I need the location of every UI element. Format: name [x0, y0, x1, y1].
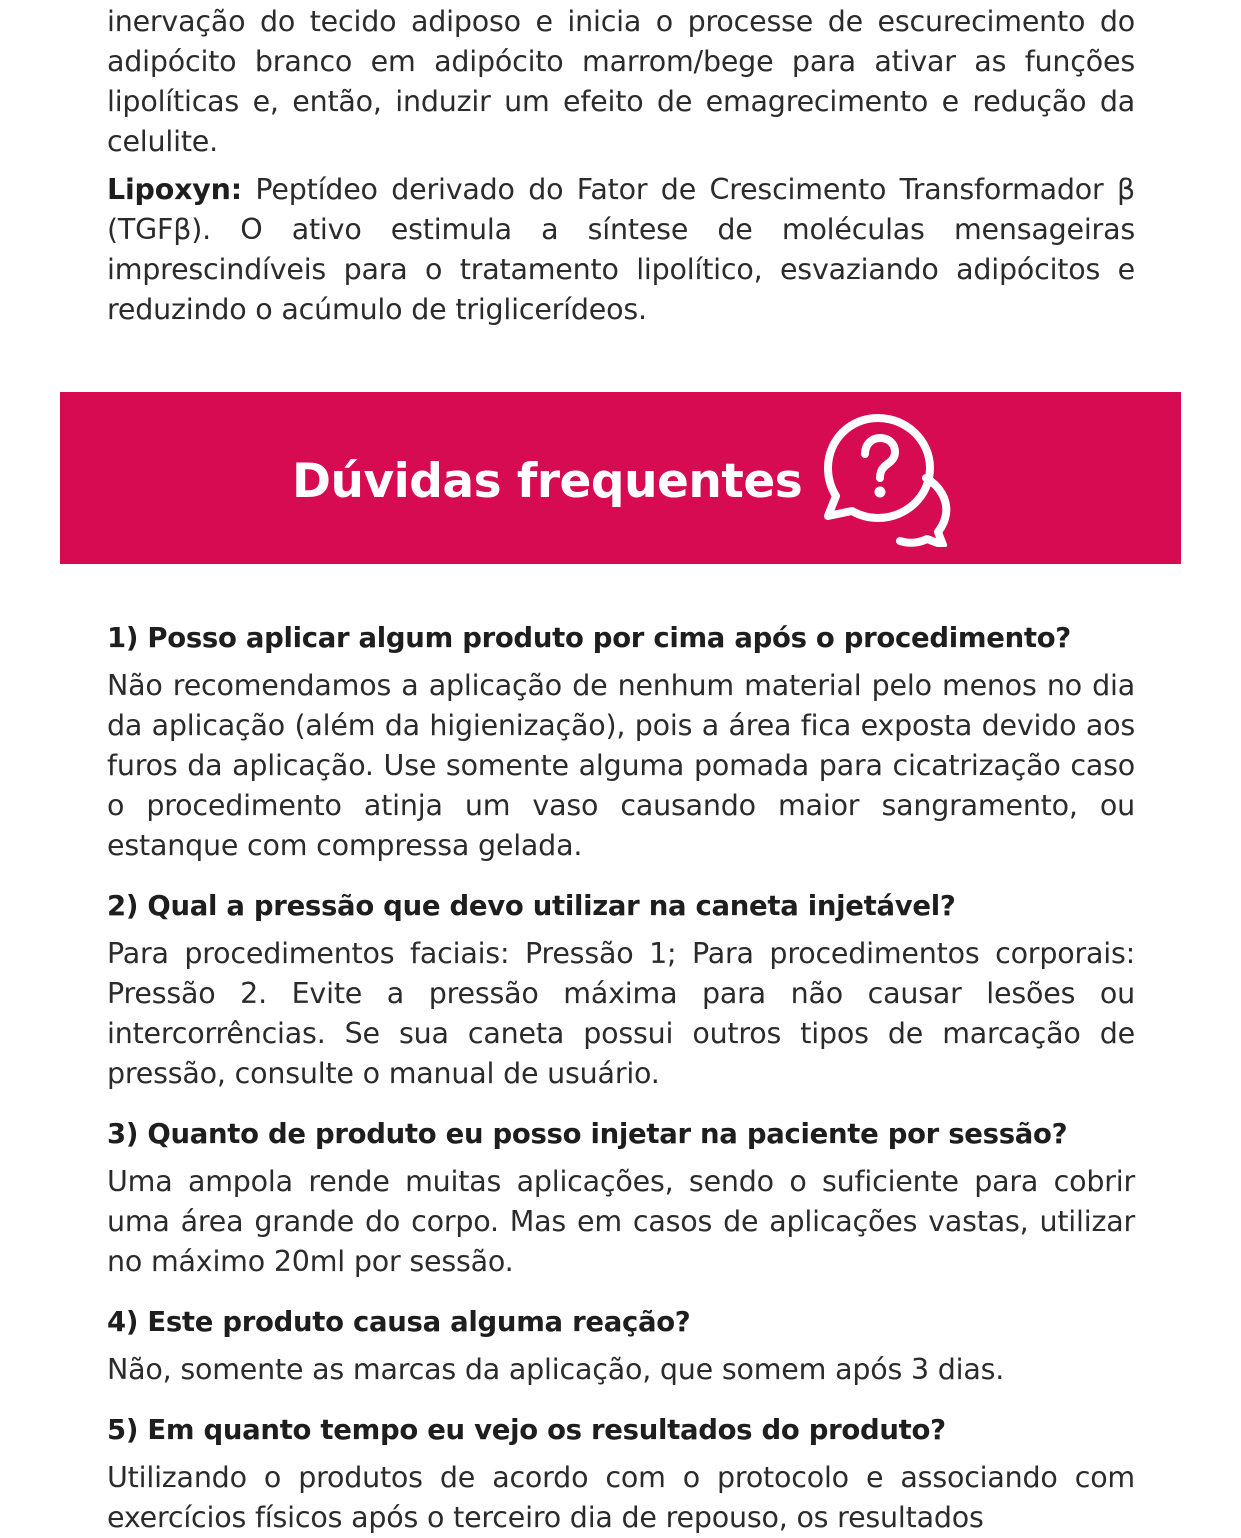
faq-list: [107, 618, 1135, 1538]
faq-answer: Para procedimentos faciais: Pressão 1; Para procedimentos corporais: Pressão 2. Evite a pressão máxima para não causar lesões ou intercorrências. Se sua caneta possui outros tipos de marcação de pressão, consulte o manual de usuário.: [107, 937, 1135, 1090]
lipoxyn-description: Peptídeo derivado do Fator de Crescimento Transformador β (TGFβ). O ativo estimula a síntese de moléculas mensageiras imprescindíveis para o tratamento lipolítico, esvaziando adipócitos e reduzindo o acúmulo de triglicerídeos.: [107, 173, 1135, 326]
intro-section: [107, 2, 1135, 330]
faq-item-5: [107, 1410, 1135, 1538]
faq-question: 1) Posso aplicar algum produto por cima após o procedimento?: [107, 622, 1071, 654]
faq-answer: Utilizando o produtos de acordo com o protocolo e associando com exercícios físicos após o terceiro dia de repouso, os resultados: [107, 1461, 1135, 1534]
faq-item-1: [107, 618, 1135, 866]
faq-question: 4) Este produto causa alguma reação?: [107, 1306, 691, 1338]
lipoxyn-paragraph: [107, 170, 1135, 330]
faq-answer: Não, somente as marcas da aplicação, que somem após 3 dias.: [107, 1353, 1005, 1386]
faq-banner-title: Dúvidas frequentes: [292, 454, 803, 509]
faq-item-4: [107, 1302, 1135, 1390]
faq-banner: [60, 392, 1181, 564]
faq-item-3: [107, 1114, 1135, 1282]
intro-paragraph: inervação do tecido adiposo e inicia o processe de escurecimento do adipócito branco em adipócito marrom/bege para ativar as funções lipolíticas e, então, induzir um efeito de emagrecimento e redução da celulite.: [107, 5, 1135, 158]
faq-item-2: [107, 886, 1135, 1094]
question-chat-bubbles-icon: [822, 412, 957, 547]
faq-question: 3) Quanto de produto eu posso injetar na paciente por sessão?: [107, 1118, 1068, 1150]
faq-question: 2) Qual a pressão que devo utilizar na caneta injetável?: [107, 890, 956, 922]
faq-question: 5) Em quanto tempo eu vejo os resultados do produto?: [107, 1414, 946, 1446]
faq-answer: Uma ampola rende muitas aplicações, sendo o suficiente para cobrir uma área grande do corpo. Mas em casos de aplicações vastas, utilizar no máximo 20ml por sessão.: [107, 1165, 1135, 1278]
lipoxyn-term: Lipoxyn:: [107, 173, 242, 206]
faq-answer: Não recomendamos a aplicação de nenhum material pelo menos no dia da aplicação (além da higienização), pois a área fica exposta devido aos furos da aplicação. Use somente alguma pomada para cicatrização caso o procedimento atinja um vaso causando maior sangramento, ou estanque com compressa gelada.: [107, 669, 1135, 862]
